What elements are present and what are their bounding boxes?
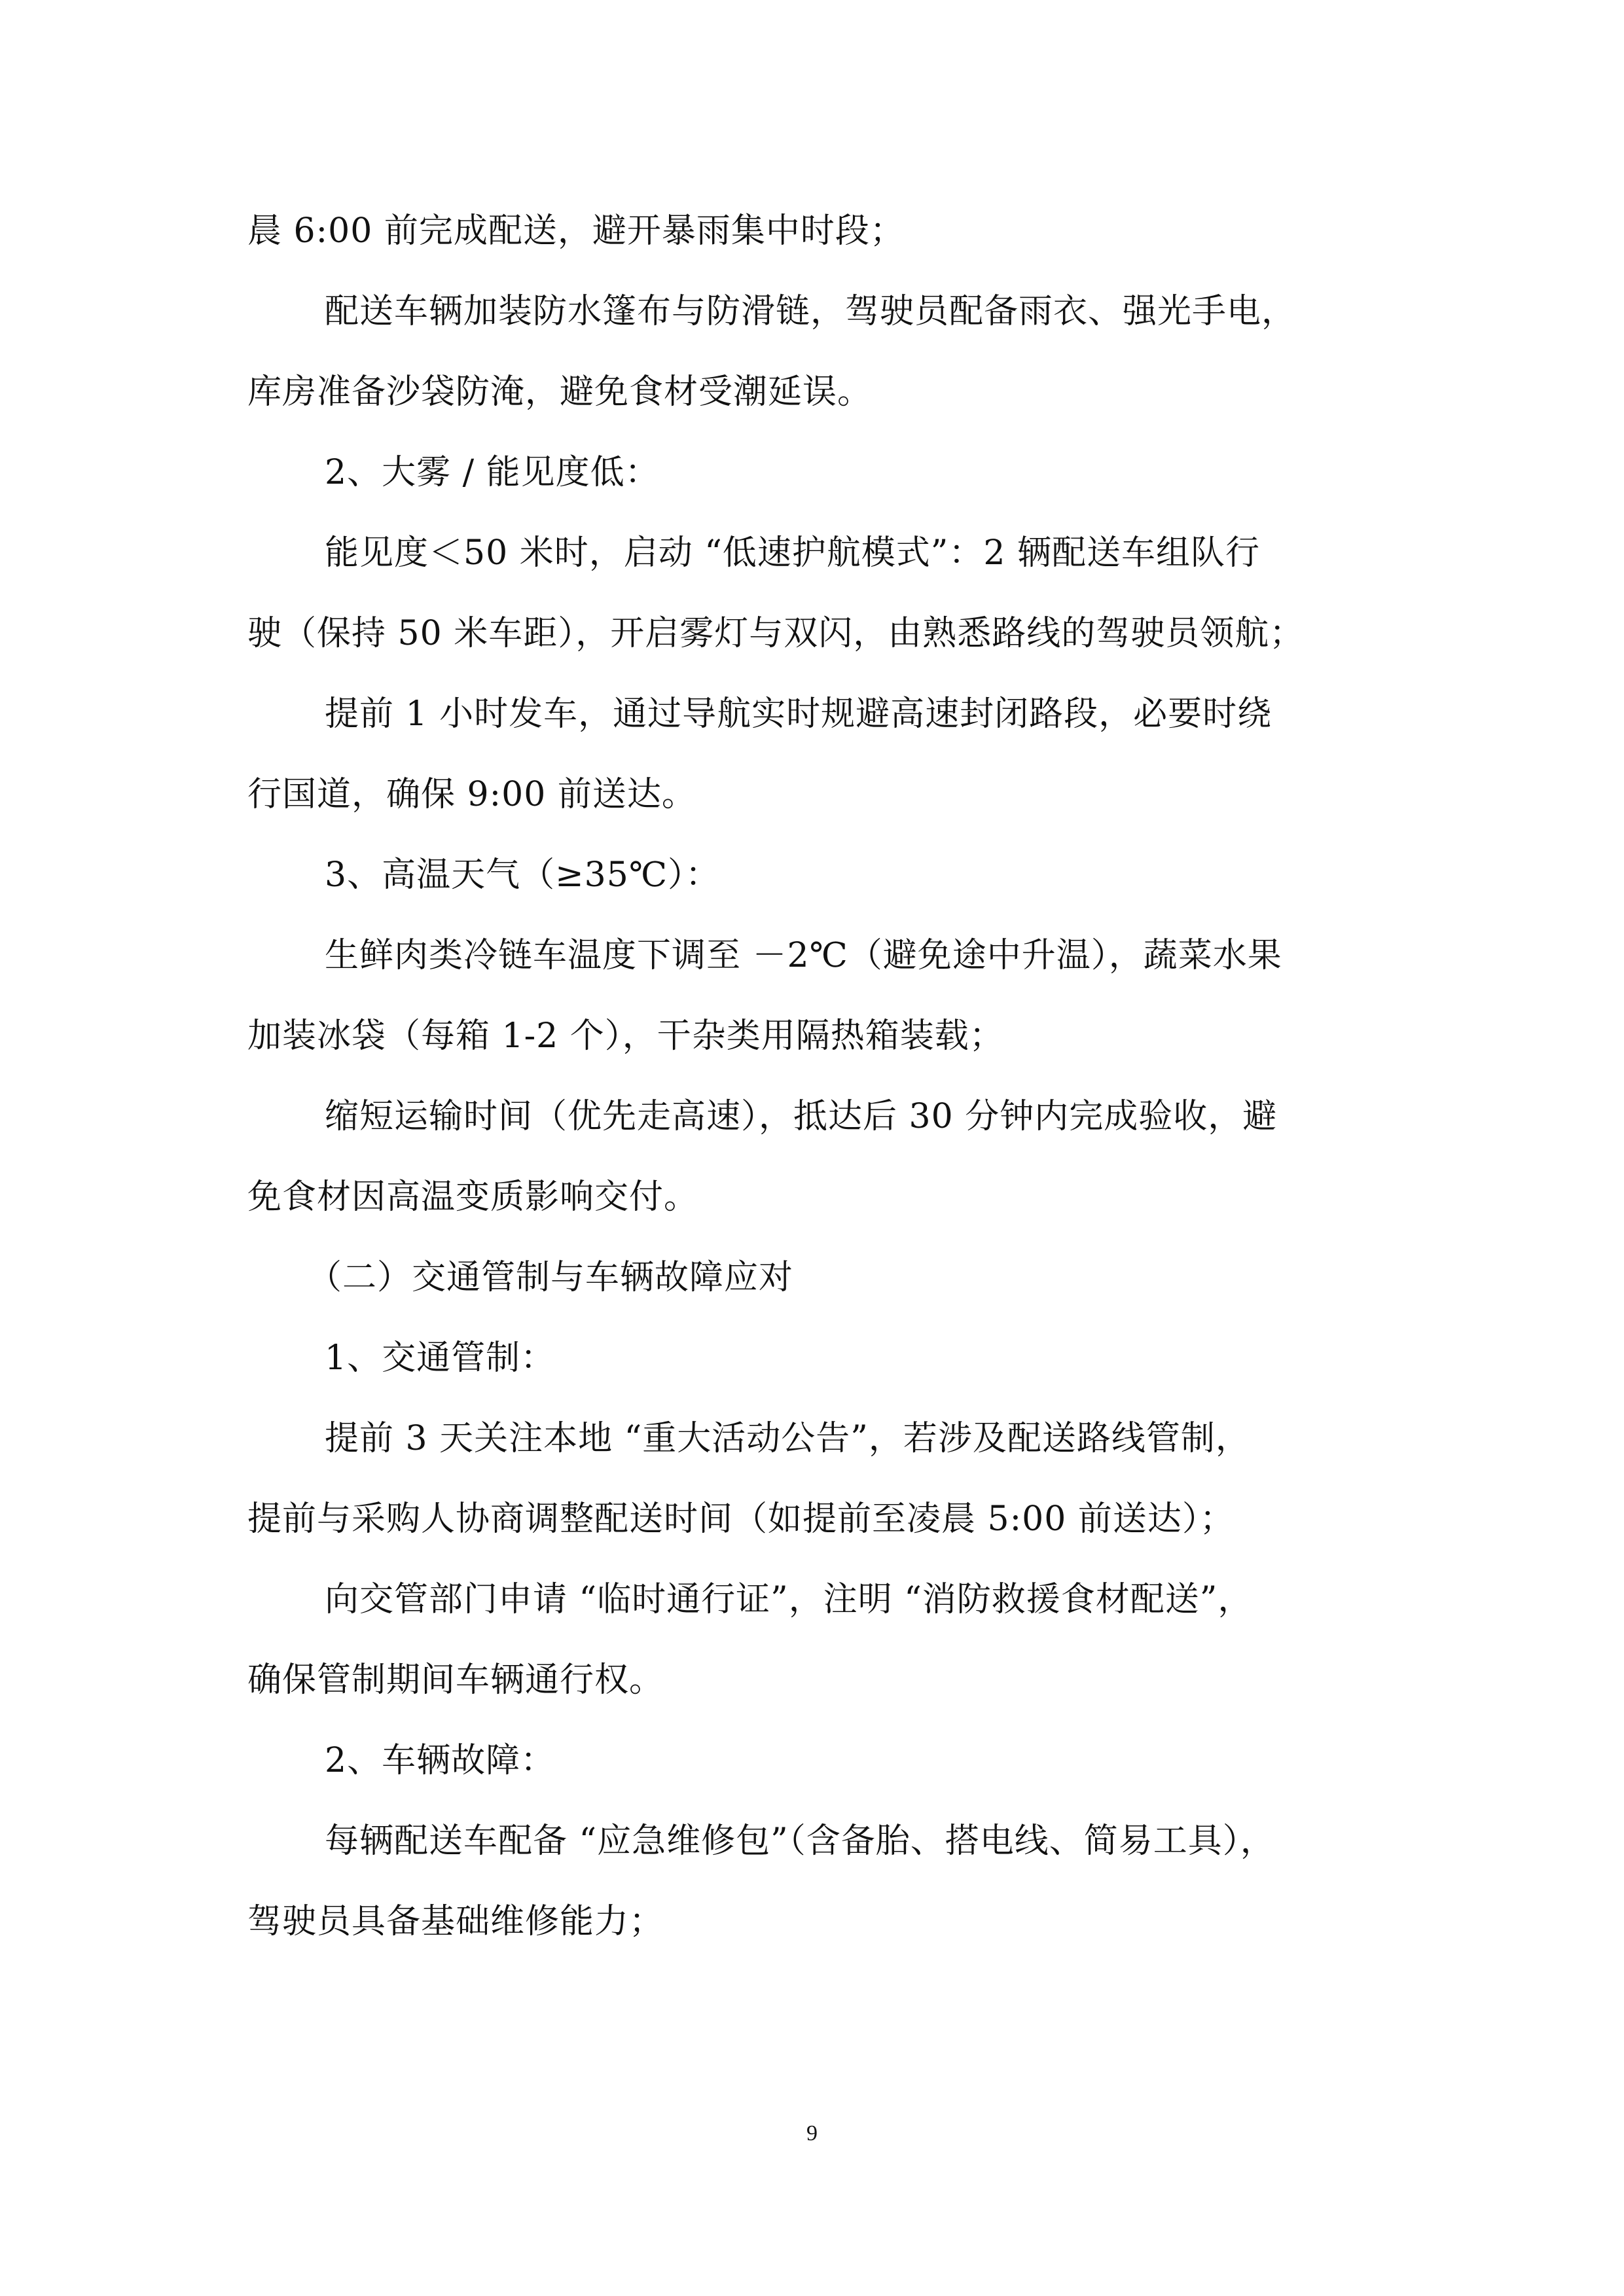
text-line: 免食材因高温变质影响交付。: [247, 1177, 699, 1217]
text-line: 驶（保持 50 米车距），开启雾灯与双闪，由熟悉路线的驾驶员领航；: [247, 614, 1305, 653]
text-line: 确保管制期间车辆通行权。: [247, 1660, 664, 1700]
text-line: 提前与采购人协商调整配送时间（如提前至凌晨 5:00 前送达）；: [247, 1499, 1235, 1539]
text-line: 能见度＜50 米时，启动 “低速护航模式”：2 辆配送车组队行: [325, 533, 1261, 573]
text-line: 提前 3 天关注本地 “重大活动公告”，若涉及配送路线管制，: [325, 1419, 1250, 1458]
section-heading: 2、车辆故障：: [325, 1741, 556, 1780]
text-line: 提前 1 小时发车，通过导航实时规避高速封闭路段，必要时绕: [325, 694, 1272, 734]
text-line: 行国道，确保 9:00 前送达。: [247, 775, 696, 814]
section-heading: 1、交通管制：: [325, 1338, 556, 1378]
text-line: 缩短运输时间（优先走高速），抵达后 30 分钟内完成验收，避: [325, 1097, 1278, 1136]
text-line: 库房准备沙袋防淹，避免食材受潮延误。: [247, 372, 873, 412]
text-line: 生鲜肉类冷链车温度下调至 －2℃（避免途中升温），蔬菜水果: [325, 936, 1282, 975]
page-number: 9: [806, 2121, 818, 2145]
text-line: 向交管部门申请 “临时通行证”，注明 “消防救援食材配送”，: [325, 1580, 1253, 1619]
text-line: 加装冰袋（每箱 1-2 个），干杂类用隔热箱装载；: [247, 1016, 1004, 1056]
section-heading: 3、高温天气（≥35℃）：: [325, 855, 720, 895]
text-line: 驾驶员具备基础维修能力；: [247, 1902, 664, 1941]
text-line: 每辆配送车配备 “应急维修包”（含备胎、搭电线、简易工具），: [325, 1821, 1275, 1861]
text-line: 晨 6:00 前完成配送，避开暴雨集中时段；: [247, 211, 905, 251]
section-heading: 2、大雾 / 能见度低：: [325, 453, 660, 492]
section-heading: （二）交通管制与车辆故障应对: [308, 1258, 794, 1297]
text-line: 配送车辆加装防水篷布与防滑链，驾驶员配备雨衣、强光手电，: [325, 292, 1297, 331]
